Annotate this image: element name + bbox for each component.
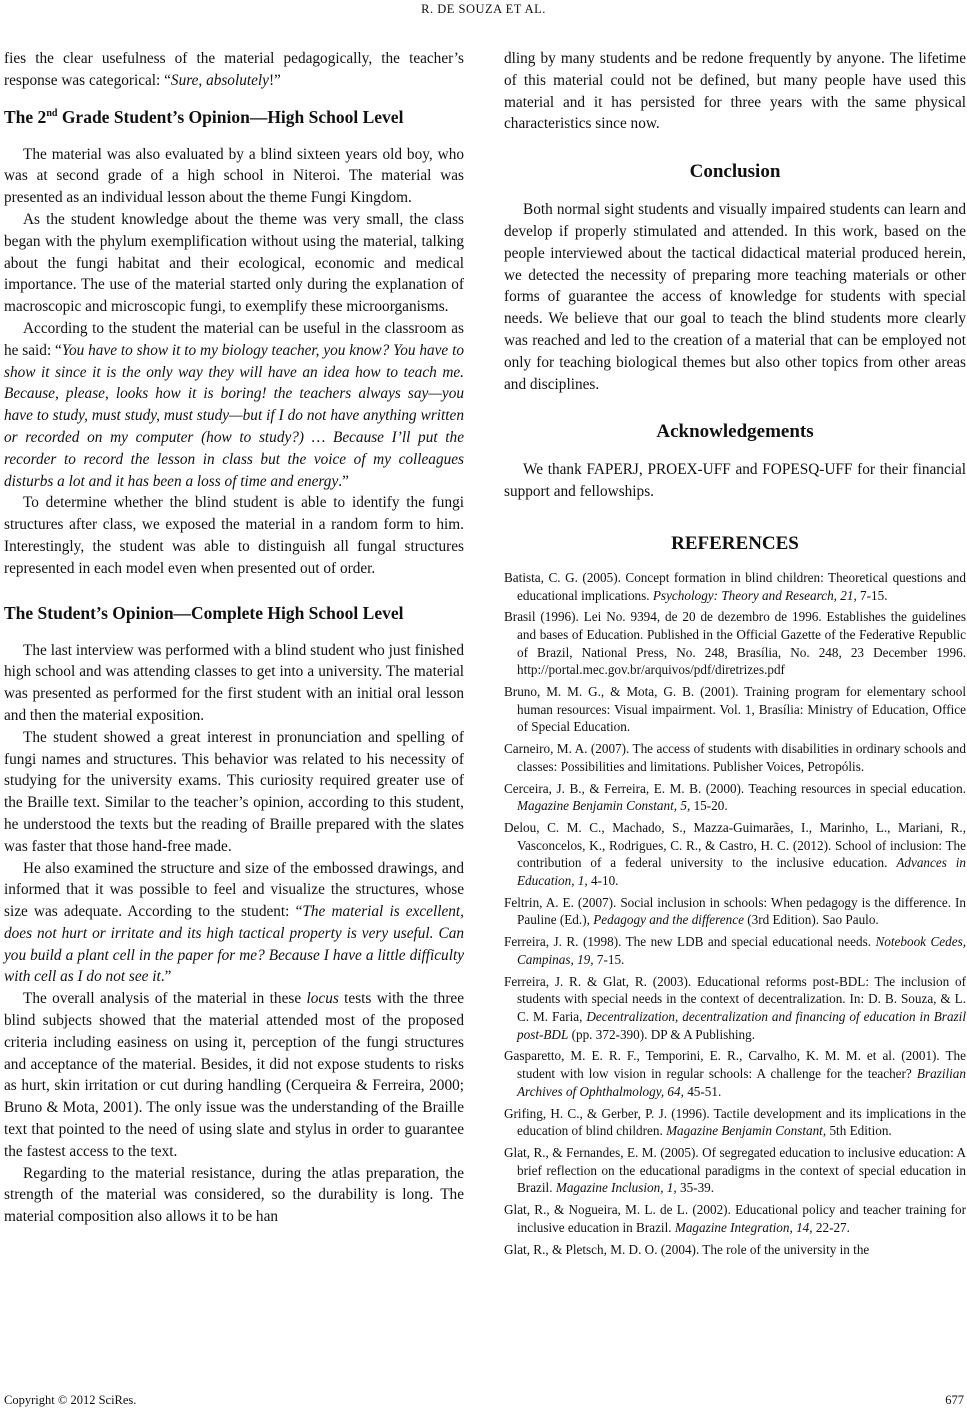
reference-item: Brasil (1996). Lei No. 9394, de 20 de dezembro de 1996. Establishes the guidelines and bases of Education. Published in the Official Gazette of the Federative Republic of Brazil, National Press, No. 248, Brasília, No. 248, 23 December 1996. http://portal.mec.gov.br/arquivos/pdf/diretrizes.pdf <box>504 609 966 678</box>
reference-item: Ferreira, J. R. (1998). The new LDB and special educational needs. Notebook Cedes, Campinas, 19, 7-15. <box>504 934 966 967</box>
acknowledgements-heading: Acknowledgements <box>656 421 814 443</box>
reference-list <box>504 569 966 1258</box>
reference-item: Delou, C. M. C., Machado, S., Mazza-Guimarães, I., Marinho, L., Mariani, R., Vasconcelos, K., Rodrigues, C. R., & Castro, H. C. (2012). School of inclusion: The contribution of a federal university to the inclusive education. Advances in Education, 1, 4-10. <box>504 820 967 888</box>
reference-item: Ferreira, J. R. & Glat, R. (2003). Educational reforms post-BDL: The inclusion of students with special needs in the context of decentralization. In: D. B. Souza, & L. C. M. Faria, Decentralization, decentralization and financing of education in Brazil post-BDL (pp. 372-390). DP & A Publishing. <box>504 973 966 1042</box>
page-number: 677 <box>945 1393 964 1407</box>
left-column <box>4 48 464 1228</box>
reference-item: Glat, R., & Pletsch, M. D. O. (2004). The role of the university in the <box>504 1241 870 1257</box>
paragraph: As the student knowledge about the theme was very small, the class began with the phylum exemplification without using the material, talking about the fungi habitat and their ecological, economic and medical importance. The use of the material started only during the explanation of macroscopic and microscopic fungi, to exemplify these microorganisms. <box>4 210 464 316</box>
paragraph: The student showed a great interest in pronunciation and spelling of fungi names and structures. This behavior was related to his necessity of studying for the university exams. This curiosity required greater use of the Braille text. Similar to the teacher’s opinion, according to this student, he understood the texts but the reading of Braille prepared with the slates was faster that those hand-free made. <box>4 728 464 855</box>
reference-item: Cerceira, J. B., & Ferreira, E. M. B. (2000). Teaching resources in special education. Magazine Benjamin Constant, 5, 15-20. <box>504 780 966 814</box>
continuation-paragraph: dling by many students and be redone frequently by anyone. The lifetime of this material could not be defined, but many people have used this material and it has persisted for three years with the same physical characteristics since now. <box>504 50 966 133</box>
conclusion-heading: Conclusion <box>689 161 781 183</box>
acknowledgements-paragraph: We thank FAPERJ, PROEX-UFF and FOPESQ-UFF for their financial support and fellowships. <box>504 461 966 501</box>
page-footer <box>4 1393 966 1408</box>
paragraph-quote: According to the student the material can be useful in the classroom as he said: “You have to show it to my biology teacher, you know? You have to show it since it is the only way they will have an idea how to teach me. Because, please, looks how it is boring! the teachers always say—you have to study, must study, must study—but if I do not have anything written or recorded on my computer (how to study?) … Because I’ll put the recorder to record the lesson in class but the voice of my colleagues disturbs a lot and it has been a loss of time and energy.” <box>4 319 464 490</box>
reference-item: Carneiro, M. A. (2007). The access of students with disabilities in ordinary schools and classes: Possibilities and limitations. Publisher Voices, Petropólis. <box>504 741 966 774</box>
paragraph: The overall analysis of the material in these locus tests with the three blind subjects showed that the material attended most of the proposed criteria including easiness on using it, perception of the fungi structures and acceptance of the material. Besides, it did not expose students to risks as hurt, skin irritation or cut during handling (Cerqueira & Ferreira, 2000; Bruno & Mota, 2001). The only issue was the understanding of the Braille text that pointed to the need of using slate and stylus in order to guarantee the fastest access to the text. <box>4 990 464 1160</box>
paragraph: Regarding to the material resistance, during the atlas preparation, the strength of the material was considered, so the durability is long. The material composition also allows it to be han <box>4 1164 464 1226</box>
reference-item: Feltrin, A. E. (2007). Social inclusion in schools: When pedagogy is the difference. In Pauline (Ed.), Pedagogy and the difference (3rd Edition). Sao Paulo. <box>504 894 966 928</box>
paragraph: The last interview was performed with a blind student who just finished high school and was attending classes to get into a university. The material was presented as performed for the first student with an initial oral lesson and then the material exposition. <box>4 641 464 724</box>
right-column <box>504 48 966 1262</box>
reference-item: Bruno, M. M. G., & Mota, G. B. (2001). Training program for elementary school human resources: Visual impairment. Vol. 1, Brasília: Ministry of Education, Office of Special Education. <box>504 684 966 735</box>
running-head: R. DE SOUZA ET AL. <box>421 2 546 16</box>
section-heading-2nd-grade: The 2nd Grade Student’s Opinion—High School Level <box>4 106 404 127</box>
reference-item: Glat, R., & Nogueira, M. L. de L. (2002). Educational policy and teacher training for inclusive education in Brazil. Magazine Integration, 14, 22-27. <box>504 1202 966 1235</box>
paragraph: To determine whether the blind student is able to identify the fungi structures after class, we exposed the material in a random form to him. Interestingly, the student was able to distinguish all fungal structures represented in each model even when presented out of order. <box>4 494 464 577</box>
paragraph: The material was also evaluated by a blind sixteen years old boy, who was at second grade of a high school in Niteroi. The material was presented as an individual lesson about the theme Fungi Kingdom. <box>4 145 464 207</box>
reference-item: Glat, R., & Fernandes, E. M. (2005). Of segregated education to inclusive education: A brief reflection on the educational paradigms in the context of special education in Brazil. Magazine Inclusion, 1, 35-39. <box>504 1145 966 1196</box>
references-heading: REFERENCES <box>671 532 799 554</box>
conclusion-paragraph: Both normal sight students and visually impaired students can learn and develop if properly stimulated and attended. In this work, based on the people interviewed about the tactical didactical material produced herein, we detected the necessity of preparing more teaching materials or other forms of guarantee the access of knowledge for students with special needs. We believe that our goal to teach the blind students more clearly was reached and led to the creation of a material that can be employed not only for teaching biological themes but also other topics from other areas and disciplines. <box>504 201 966 393</box>
section-heading-complete-high-school: The Student’s Opinion—Complete High School Level <box>4 602 404 623</box>
copyright-notice: Copyright © 2012 SciRes. <box>4 1393 137 1407</box>
reference-item: Gasparetto, M. E. R. F., Temporini, E. R., Carvalho, K. M. M. et al. (2001). The student with low vision in regular schools: A challenge for the teacher? Brazilian Archives of Ophthalmology, 64, 45-51. <box>504 1048 966 1099</box>
reference-item: Grifing, H. C., & Gerber, P. J. (1996). Tactile development and its implications in the education of blind children. Magazine Benjamin Constant, 5th Edition. <box>504 1105 966 1139</box>
reference-item: Batista, C. G. (2005). Concept formation in blind children: Theoretical questions and educational implications. Psychology: Theory and Research, 21, 7-15. <box>504 569 966 603</box>
paragraph-quote: He also examined the structure and size of the embossed drawings, and informed that it was possible to feel and visualize the structures, whose size was adequate. According to the student: “The material is excellent, does not hurt or irritate and its high tactical property is very useful. Can you build a plant cell in the paper for me? Because I have a little difficulty with cell as I do not see it.” <box>4 859 464 986</box>
continuation-paragraph: fies the clear usefulness of the material pedagogically, the teacher’s response was categorical: “Sure, absolutely!” <box>4 50 464 89</box>
